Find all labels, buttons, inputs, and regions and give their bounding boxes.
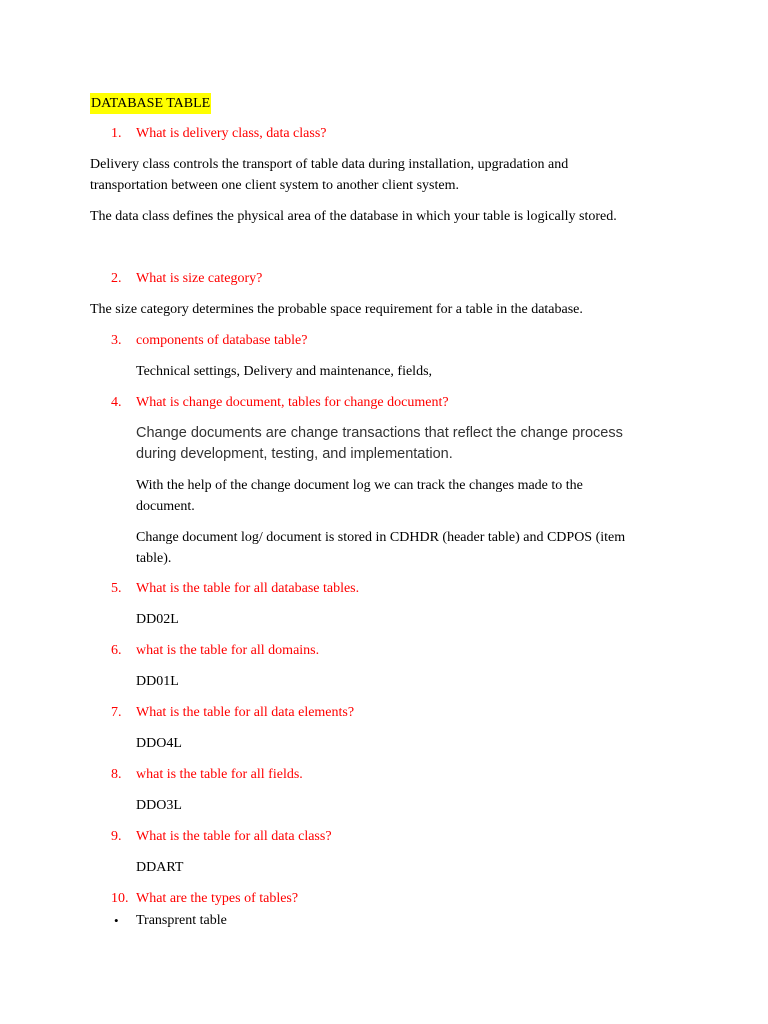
answer-4-line-1: Change documents are change transactions that reflect the change process [136, 425, 623, 441]
answer-1-line-3: The data class defines the physical area of the database in which your table is logically stored. [90, 209, 617, 224]
question-number: 7. [111, 705, 122, 720]
question-number: 8. [111, 767, 122, 782]
question-text: What is change document, tables for change document? [136, 395, 449, 410]
question-text: What is the table for all data elements? [136, 705, 355, 720]
question-number: 6. [111, 643, 122, 658]
document-title: DATABASE TABLE [90, 93, 211, 114]
answer-2: The size category determines the probable space requirement for a table in the database. [90, 302, 583, 317]
question-text: What is size category? [136, 271, 263, 286]
question-number: 5. [111, 581, 122, 596]
answer-4-line-5: Change document log/ document is stored in CDHDR (header table) and CDPOS (item [136, 530, 626, 545]
question-number: 9. [111, 829, 122, 844]
question-text: What are the types of tables? [136, 891, 299, 906]
answer-5: DD02L [136, 612, 179, 627]
answer-3: Technical settings, Delivery and maintenance, fields, [136, 364, 433, 379]
question-number: 2. [111, 271, 122, 286]
answer-7: DDO4L [136, 736, 182, 751]
answer-10-item-1: Transprent table [136, 913, 227, 928]
answer-4-line-6: table). [136, 551, 172, 566]
answer-4-line-2: during development, testing, and implementation. [136, 446, 453, 462]
question-number: 3. [111, 333, 122, 348]
answer-1-line-2: transportation between one client system to another client system. [90, 178, 459, 193]
answer-4-line-3: With the help of the change document log we can track the changes made to the [136, 478, 583, 493]
question-text: What is delivery class, data class? [136, 126, 327, 141]
bullet-icon: • [114, 913, 119, 928]
answer-9: DDART [136, 860, 184, 875]
answer-4-line-4: document. [136, 499, 195, 514]
answer-8: DDO3L [136, 798, 182, 813]
question-text: what is the table for all fields. [136, 767, 303, 782]
question-number: 1. [111, 126, 122, 141]
question-text: components of database table? [136, 333, 308, 348]
question-number: 10. [111, 891, 129, 906]
answer-1-line-1: Delivery class controls the transport of table data during installation, upgradation and [90, 157, 569, 172]
answer-6: DD01L [136, 674, 179, 689]
question-text: What is the table for all database tables. [136, 581, 360, 596]
question-text: What is the table for all data class? [136, 829, 332, 844]
question-text: what is the table for all domains. [136, 643, 320, 658]
question-number: 4. [111, 395, 122, 410]
